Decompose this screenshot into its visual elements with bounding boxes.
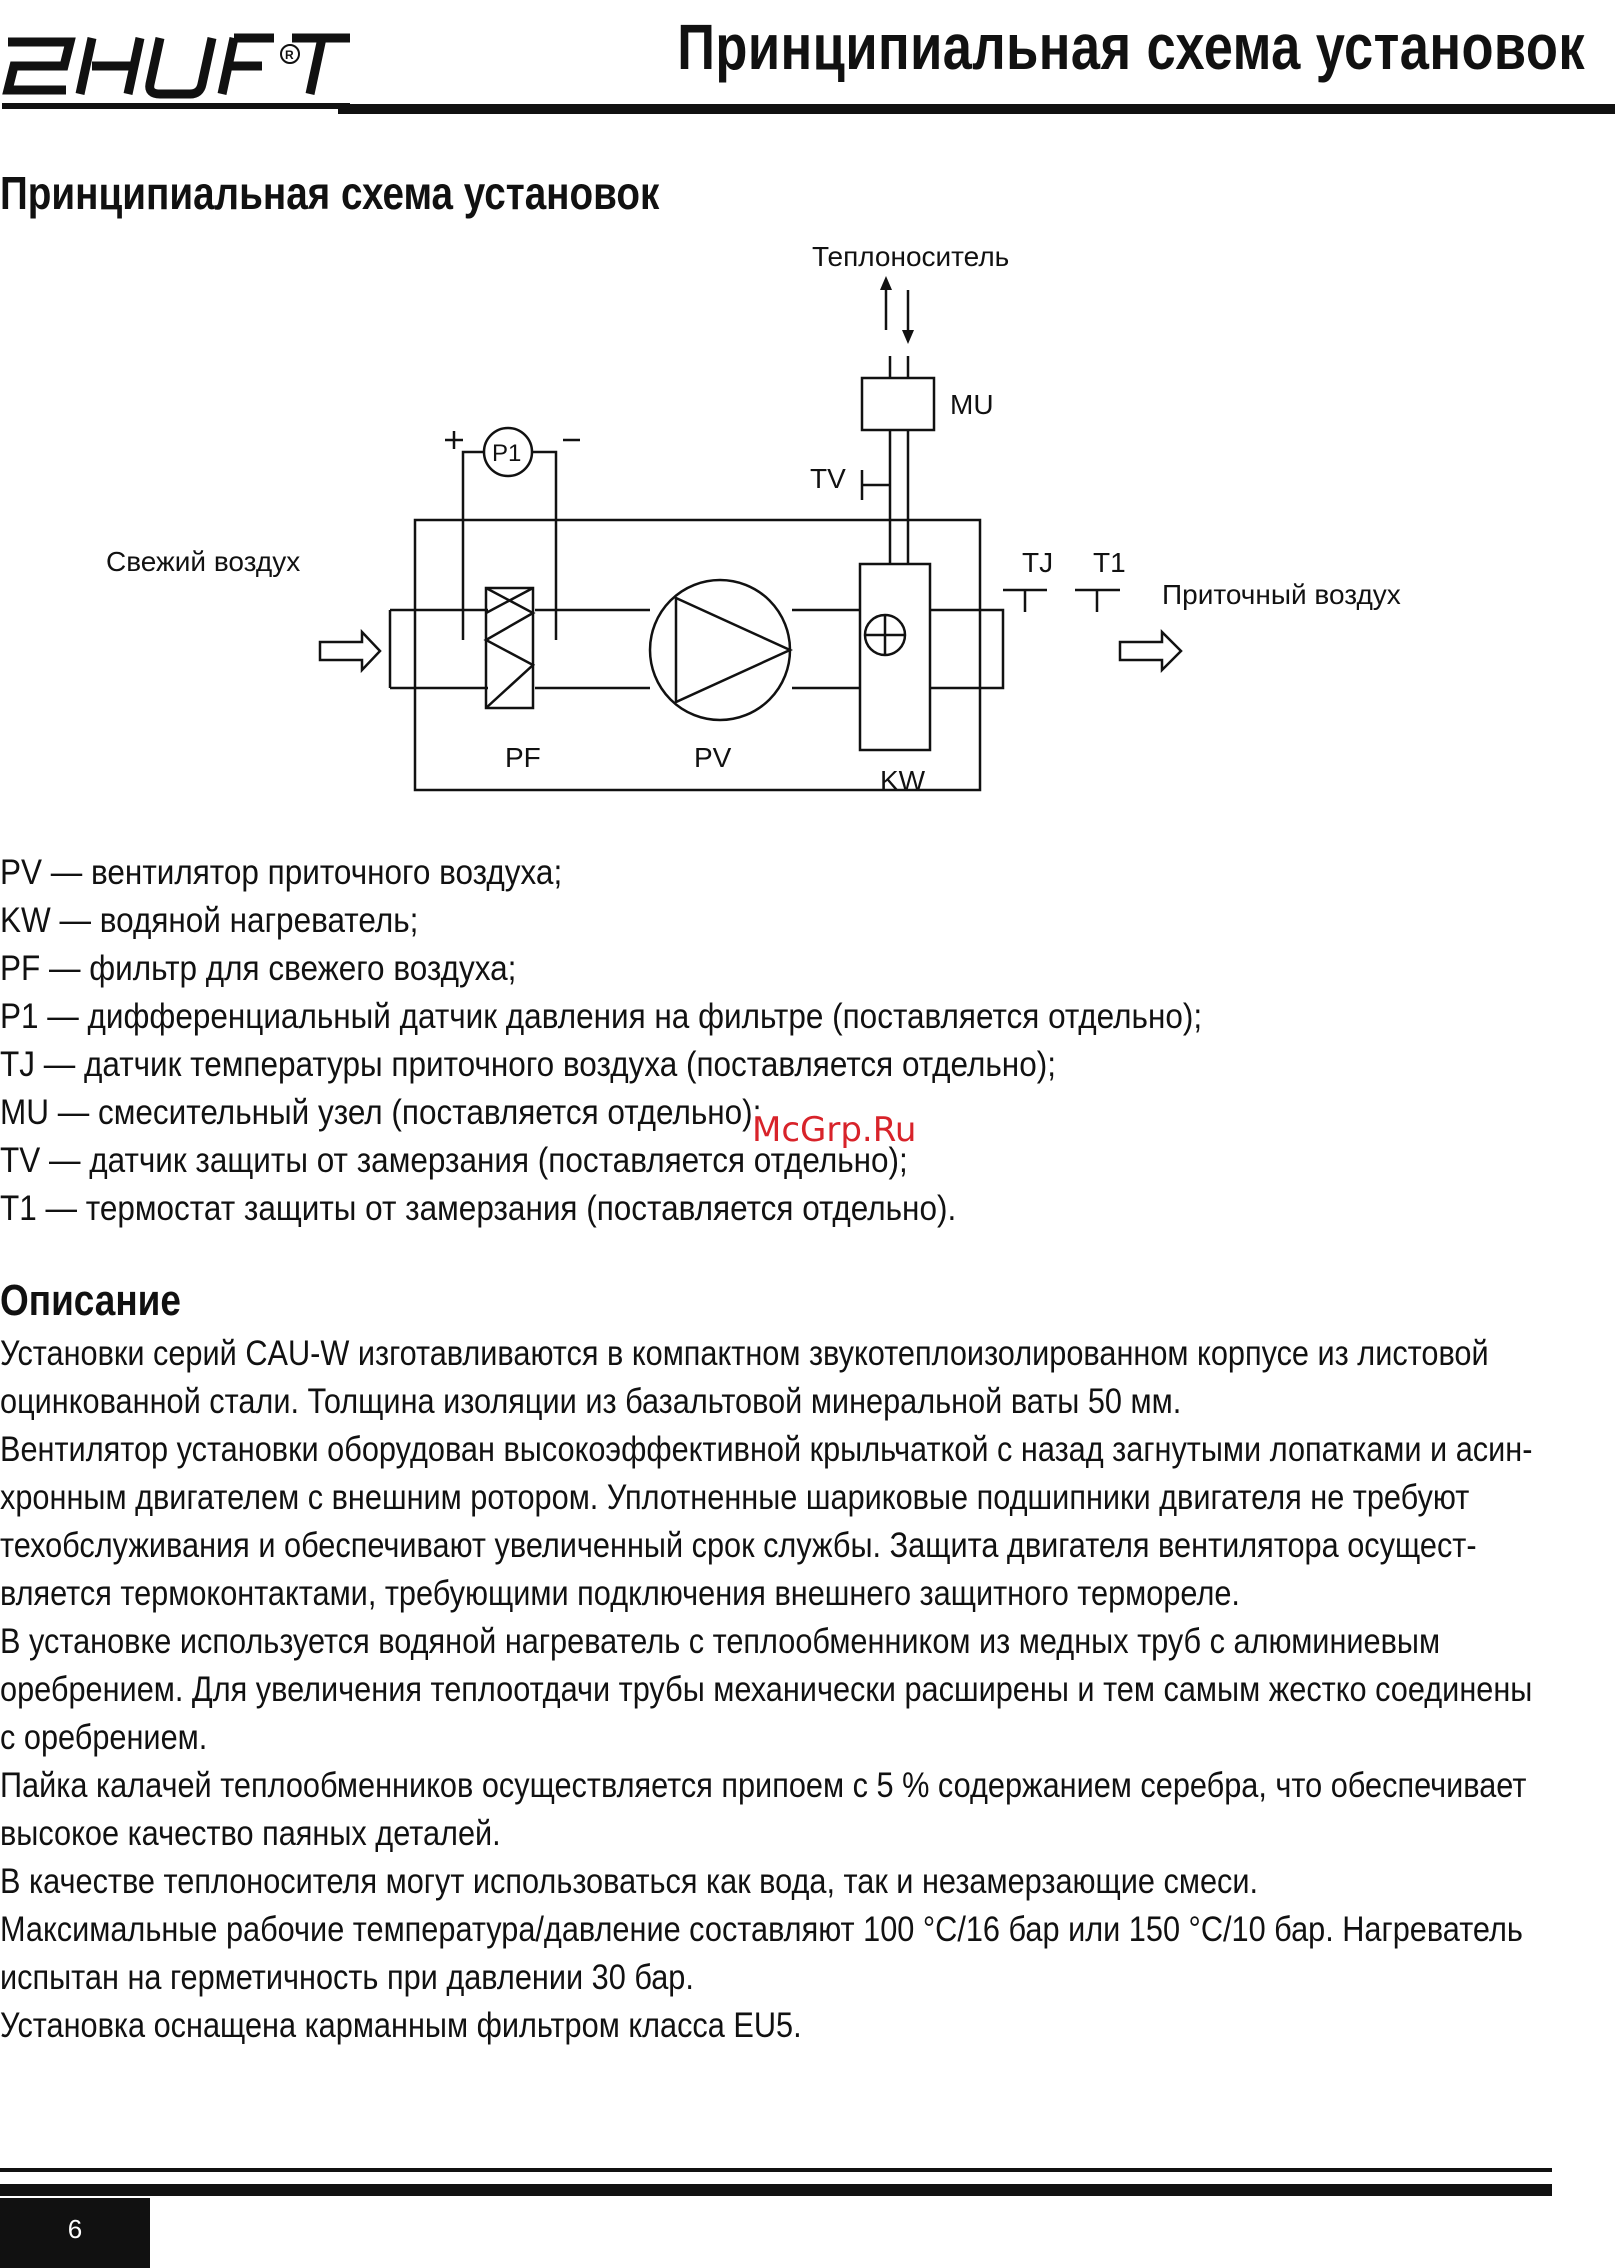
brand-logo <box>0 14 360 124</box>
legend-item: KW — водяной нагреватель; <box>0 901 419 940</box>
label-mu: MU <box>950 389 994 420</box>
header-rule <box>338 104 1615 114</box>
label-pv: PV <box>694 742 732 773</box>
filter-pf <box>486 588 533 708</box>
page-number: 6 <box>67 2214 83 2244</box>
description-line: Вентилятор установки оборудован высокоэффективной крыльчаткой с назад загнутыми лопатками и асин- <box>0 1430 1533 1469</box>
fan-pv <box>650 580 790 720</box>
label-t1: T1 <box>1093 547 1126 578</box>
legend-item: P1 — дифференциальный датчик давления на фильтре (поставляется отдельно); <box>0 997 1203 1036</box>
footer-rule-thick <box>0 2184 1552 2196</box>
description-line: В качестве теплоносителя могут использоваться как вода, так и незамерзающие смеси. <box>0 1862 1259 1901</box>
heater-kw <box>860 564 930 750</box>
description-line: техобслуживания и обеспечивают увеличенный срок службы. Защита двигателя вентилятора осущест- <box>0 1526 1477 1565</box>
description-line: Установка оснащена карманным фильтром класса EU5. <box>0 2006 802 2045</box>
label-p1: P1 <box>492 440 522 467</box>
label-heat-carrier: Теплоноситель <box>812 241 1010 272</box>
footer-rule <box>0 2168 1552 2172</box>
description-line: оцинкованной стали. Толщина изоляции из базальтовой минеральной ваты 50 мм. <box>0 1382 1182 1421</box>
description-line: хронным двигателем с внешним ротором. Уплотненные шариковые подшипники двигателя не требуют <box>0 1478 1470 1517</box>
description-line: В установке используется водяной нагреватель с теплообменником из медных труб с алюминиевым <box>0 1622 1441 1661</box>
section-heading: Принципиальная схема установок <box>0 167 660 219</box>
watermark: McGrp.Ru <box>752 1110 917 1150</box>
label-tj: TJ <box>1022 547 1054 578</box>
schematic-diagram <box>0 230 1615 830</box>
legend-item: TV — датчик защиты от замерзания (поставляется отдельно); <box>0 1141 908 1180</box>
label-kw: KW <box>880 765 926 796</box>
legend-item: TJ — датчик температуры приточного воздуха (поставляется отдельно); <box>0 1045 1056 1084</box>
header-title: Принципиальная схема установок <box>677 11 1585 83</box>
svg-text:R: R <box>285 48 294 62</box>
description-line: высокое качество паяных деталей. <box>0 1814 501 1853</box>
mixing-unit-mu <box>862 378 934 430</box>
label-supply-air: Приточный воздух <box>1162 579 1401 610</box>
label-pf: PF <box>505 742 541 773</box>
description-line: с оребрением. <box>0 1718 208 1757</box>
label-tv: TV <box>810 463 846 494</box>
description-line: Установки серий CAU-W изготавливаются в компактном звукотеплоизолированном корпусе из листовой <box>0 1334 1489 1373</box>
legend-item: T1 — термостат защиты от замерзания (поставляется отдельно). <box>0 1189 957 1228</box>
description-heading: Описание <box>0 1276 181 1325</box>
legend-item: PF — фильтр для свежего воздуха; <box>0 949 517 988</box>
description-line: Пайка калачей теплообменников осуществляется припоем с 5 % содержанием серебра, что обеспечивает <box>0 1766 1527 1805</box>
description-line: оребрением. Для увеличения теплоотдачи трубы механически расширены и тем самым жестко соединены <box>0 1670 1533 1709</box>
description-line: вляется термоконтактами, требующими подключения внешнего защитного термореле. <box>0 1574 1240 1613</box>
legend-item: MU — смесительный узел (поставляется отдельно); <box>0 1093 762 1132</box>
label-fresh-air: Свежий воздух <box>106 546 301 577</box>
description-line: испытан на герметичность при давлении 30 бар. <box>0 1958 694 1997</box>
description-line: Максимальные рабочие температура/давление составляют 100 °С/16 бар или 150 °С/10 бар. Нагреватель <box>0 1910 1523 1949</box>
legend-item: PV — вентилятор приточного воздуха; <box>0 853 563 892</box>
